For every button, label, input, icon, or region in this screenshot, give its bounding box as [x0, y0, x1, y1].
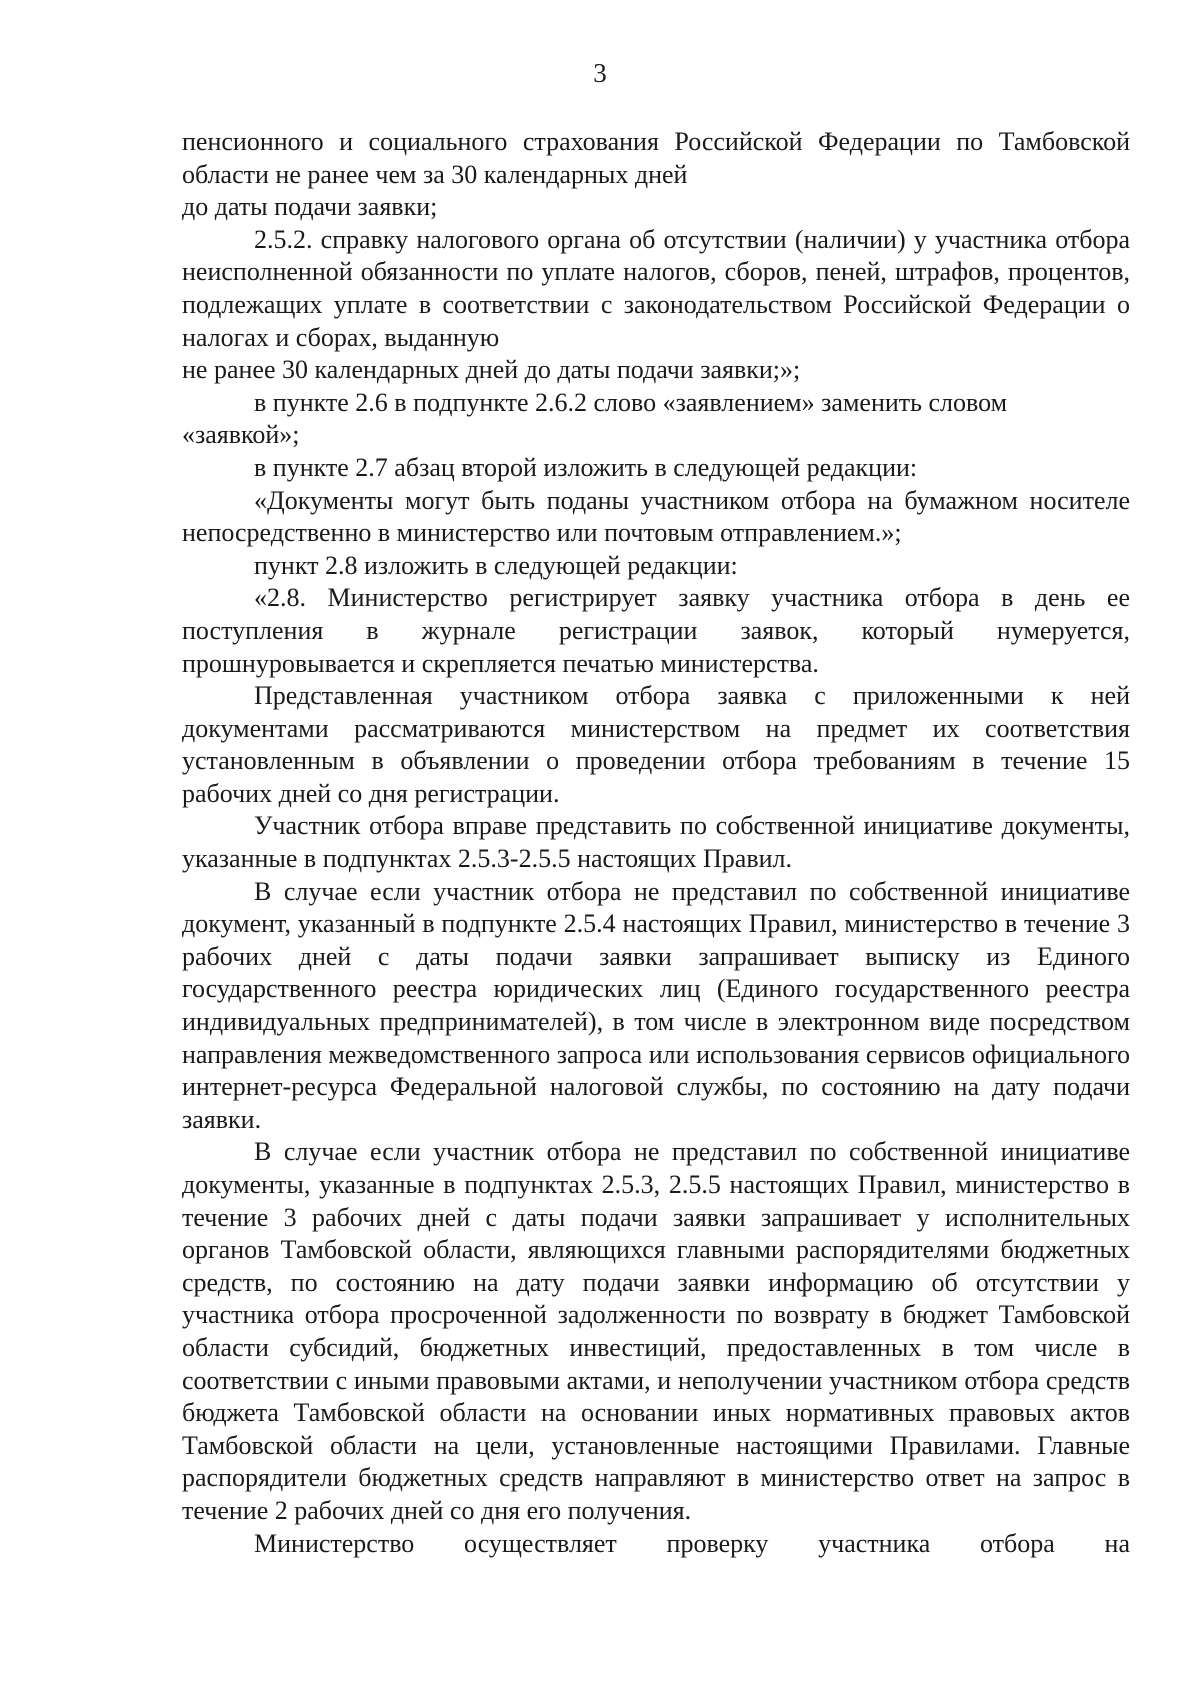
paragraph: «2.8. Министерство регистрирует заявку участника отбора в день ее поступления в журнале регистрации заявок, который нумеруется, прошнуровывается и скрепляется печатью министерства.: [182, 583, 1130, 678]
paragraph: Министерство осуществляет проверку участника отбора на: [254, 1528, 1130, 1558]
paragraph: В случае если участник отбора не представил по собственной инициативе документ, указанный в подпункте 2.5.4 настоящих Правил, министерство в течение 3 рабочих дней с даты подачи заявки запрашивает выписку из Единого государственного реестра юридических лиц (Единого государственного реестра индивидуальных предпринимателей), в том числе в электронном виде посредством направления межведомственного запроса или использования сервисов официального интернет-ресурса Федеральной налоговой службы, по состоянию на дату подачи заявки.: [182, 876, 1130, 1134]
paragraph: «Документы могут быть поданы участником отбора на бумажном носителе непосредственно в министерство или почтовым отправлением.»;: [182, 485, 1130, 548]
paragraph: В случае если участник отбора не представил по собственной инициативе документы, указанные в подпунктах 2.5.3, 2.5.5 настоящих Правил, министерство в течение 3 рабочих дней с даты подачи заявки запрашивает у исполнительных органов Тамбовской области, являющихся главными распорядителями бюджетных средств, по состоянию на дату подачи заявки информацию об отсутствии у участника отбора просроченной задолженности по возврату в бюджет Тамбовской области субсидий, бюджетных инвестиций, предоставленных в том числе в соответствии с иными правовыми актами, и неполучении участником отбора средств бюджета Тамбовской области на основании иных нормативных правовых актов Тамбовской области на цели, установленные настоящими Правилами. Главные распорядители бюджетных средств направляют в министерство ответ на запрос в течение 2 рабочих дней со дня его получения.: [182, 1137, 1130, 1525]
paragraph: в пункте 2.7 абзац второй изложить в следующей редакции:: [254, 452, 918, 482]
page-number: 3: [593, 58, 607, 88]
paragraph: в пункте 2.6 в подпункте 2.6.2 слово «заявлением» заменить словом «заявкой»;: [182, 387, 1008, 450]
paragraph: Участник отбора вправе представить по собственной инициативе документы, указанные в подпунктах 2.5.3-2.5.5 настоящих Правил.: [182, 811, 1130, 874]
paragraph: Представленная участником отбора заявка с приложенными к ней документами рассматриваются министерством на предмет их соответствия установленным в объявлении о проведении отбора требованиям в течение 15 рабочих дней со дня регистрации.: [182, 681, 1130, 808]
paragraph: 2.5.2. справку налогового органа об отсутствии (наличии) у участника отбора неисполненной обязанности по уплате налогов, сборов, пеней, штрафов, процентов, подлежащих уплате в соответствии с законодательством Российской Федерации о налогах и сборах, выданную не ранее 30 календарных дней до даты подачи заявки;»;: [182, 224, 1130, 385]
paragraph: пункт 2.8 изложить в следующей редакции:: [254, 550, 738, 580]
document-body: [182, 126, 1130, 1560]
paragraph: пенсионного и социального страхования Российской Федерации по Тамбовской области не ранее чем за 30 календарных дней до даты подачи заявки;: [182, 127, 1130, 222]
